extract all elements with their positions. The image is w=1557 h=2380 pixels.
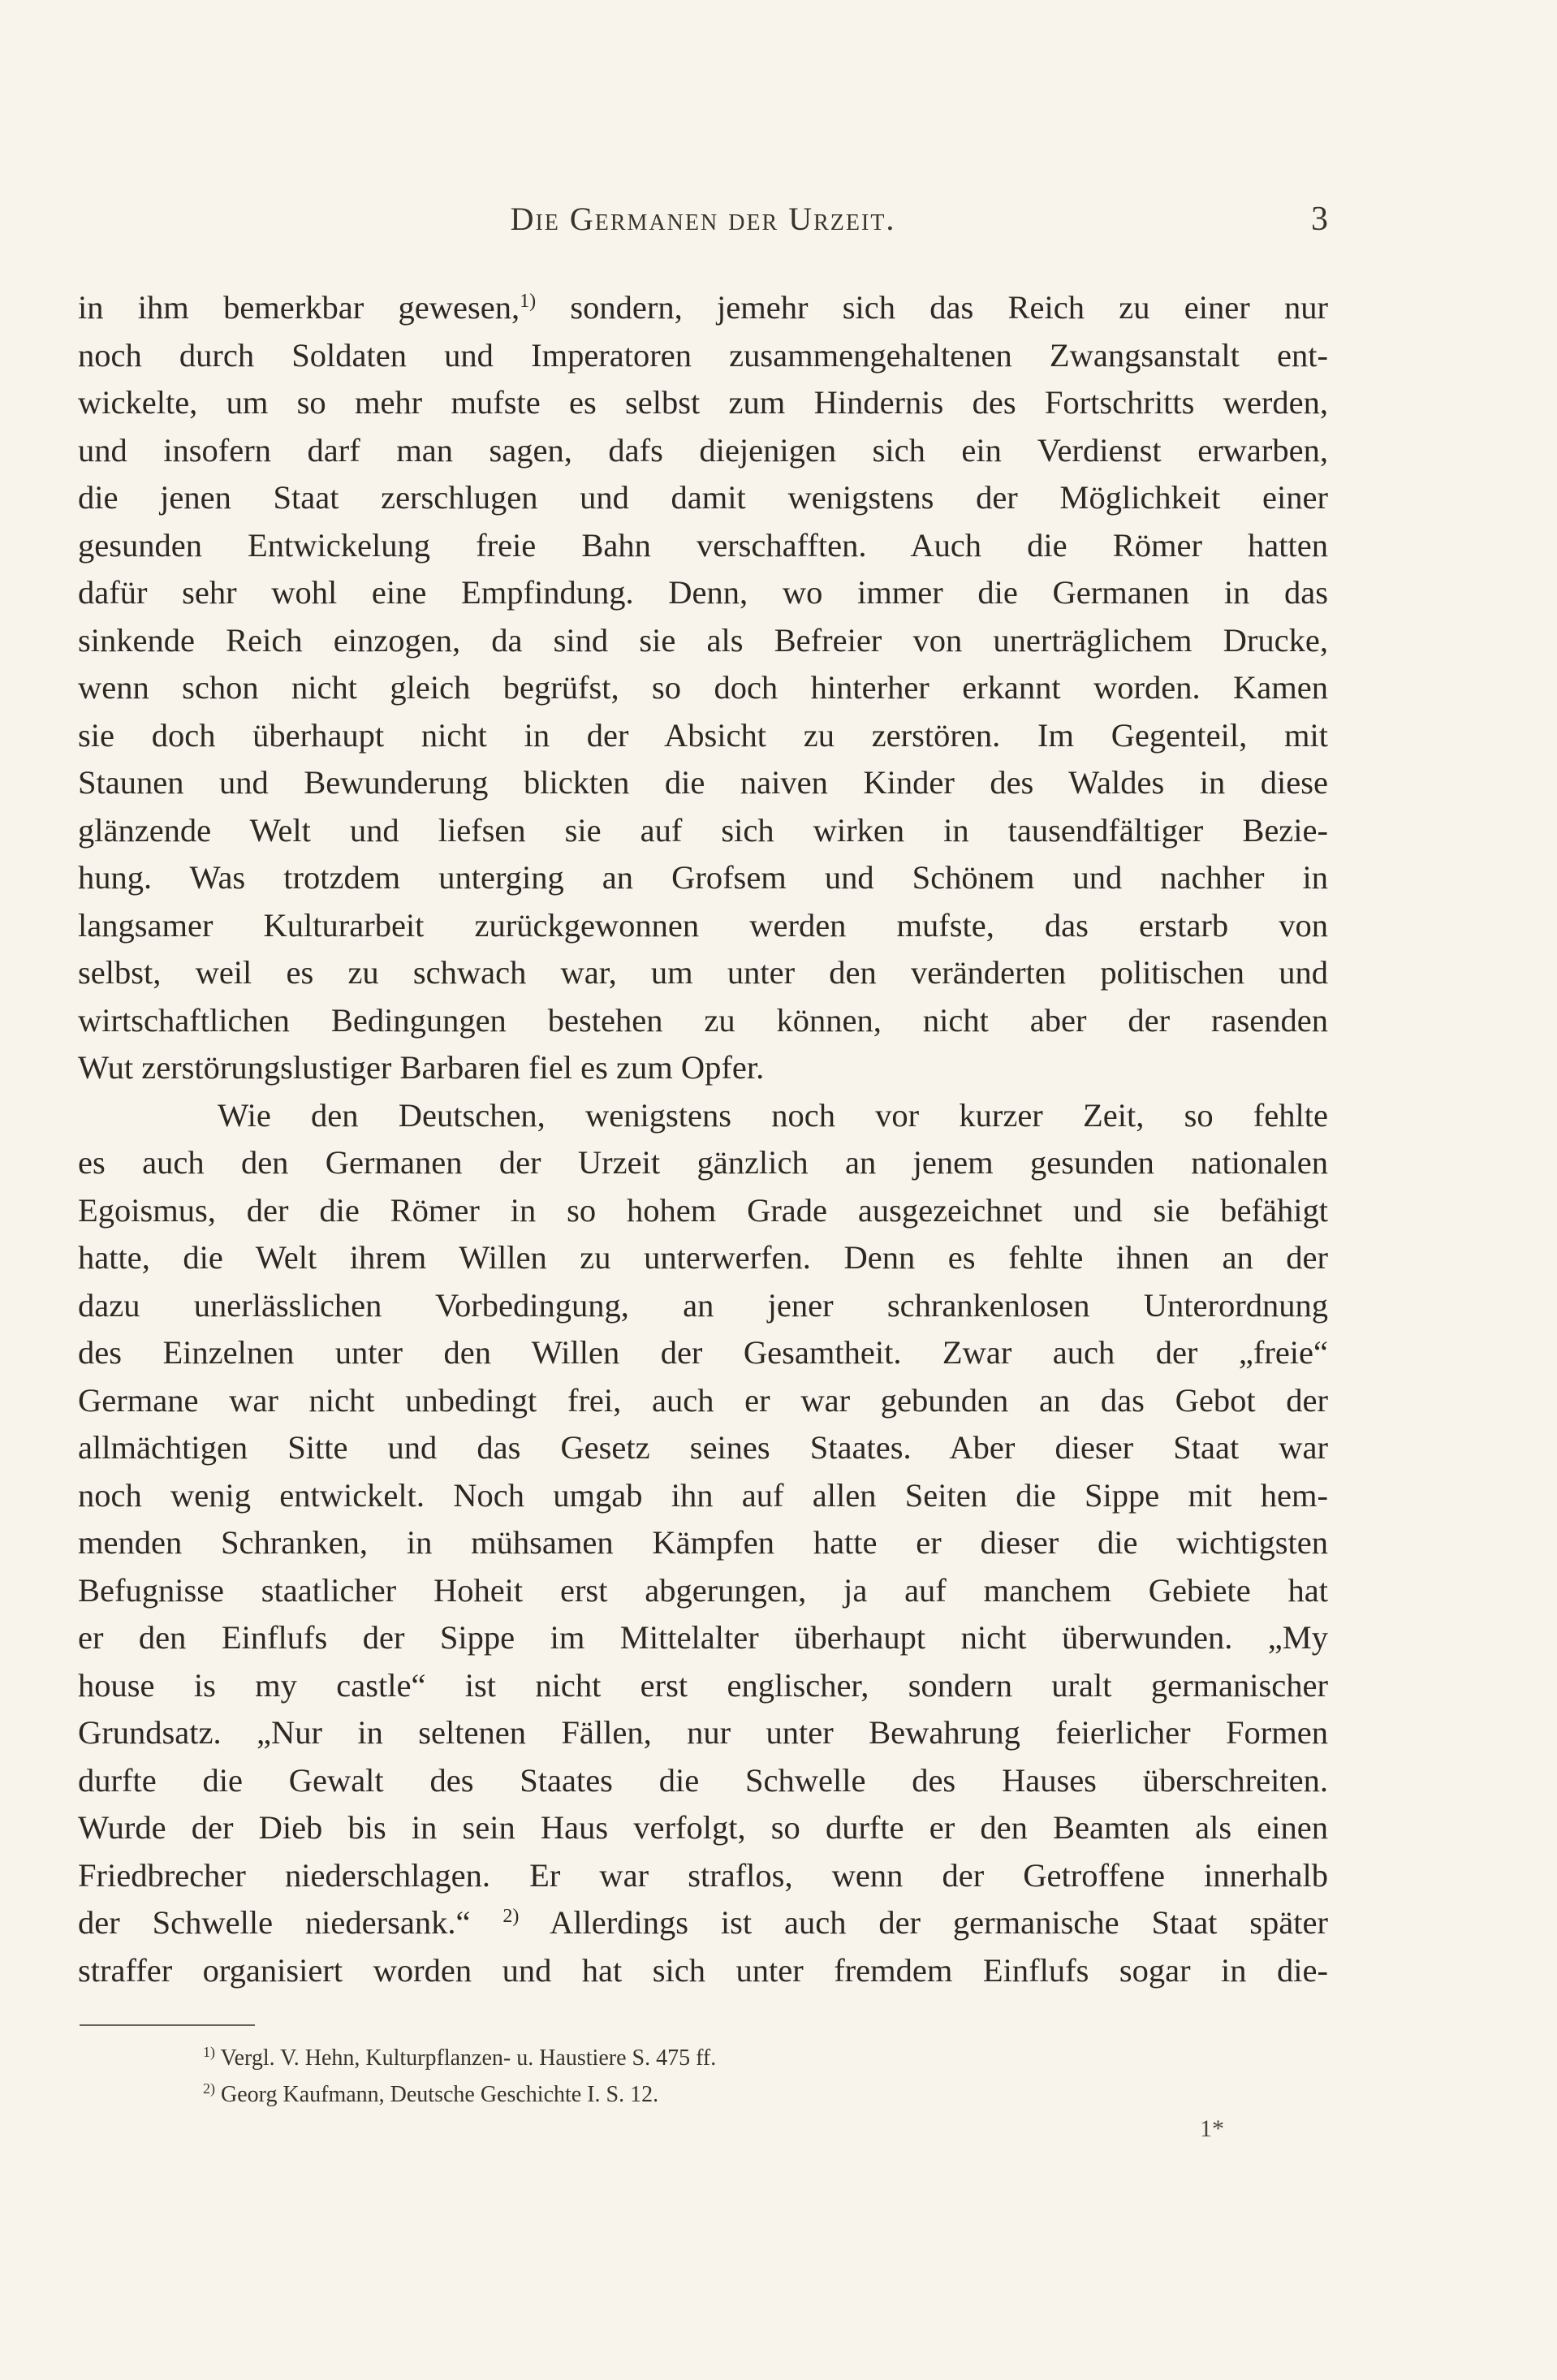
text-line: Friedbrecher niederschlagen. Er war straflos, wenn der Getroffene innerhalb xyxy=(78,1856,1328,1894)
text-line: noch wenig entwickelt. Noch umgab ihn auf allen Seiten die Sippe mit hem- xyxy=(78,1476,1328,1514)
text-line: langsamer Kulturarbeit zurückgewonnen werden mufste, das erstarb von xyxy=(78,906,1328,944)
footnote-ref: 2) xyxy=(502,1906,520,1927)
text-line: Befugnisse staatlicher Hoheit erst abgerungen, ja auf manchem Gebiete hat xyxy=(78,1571,1328,1609)
text-line: die jenen Staat zerschlugen und damit wenigstens der Möglichkeit einer xyxy=(78,479,1328,516)
text-line: dafür sehr wohl eine Empfindung. Denn, wo immer die Germanen in das xyxy=(78,574,1328,611)
text-line: Wurde der Dieb bis in sein Haus verfolgt, so durfte er den Beamten als einen xyxy=(78,1809,1328,1846)
text-line: sinkende Reich einzogen, da sind sie als Befreier von unerträglichem Drucke, xyxy=(78,621,1328,659)
footnote-marker: 1) xyxy=(203,2044,215,2060)
text-line: er den Einflufs der Sippe im Mittelalter überhaupt nicht überwunden. „My xyxy=(78,1619,1328,1656)
text-line: gesunden Entwickelung freie Bahn verschafften. Auch die Römer hatten xyxy=(78,526,1328,564)
text-line: in ihm bemerkbar gewesen,$^{1)}$ sondern, jemehr sich das Reich zu einer nur xyxy=(78,289,1328,326)
text-line: durfte die Gewalt des Staates die Schwelle des Hauses überschreiten. xyxy=(78,1761,1328,1799)
footnote-ref: 1) xyxy=(520,291,537,312)
text-line: straffer organisiert worden und hat sich unter fremdem Einflufs sogar in die- xyxy=(78,1951,1328,1989)
text-line: der Schwelle niedersank.“ $^{2)}$ Allerdings ist auch der germanische Staat später xyxy=(78,1904,1328,1941)
text-line: Staunen und Bewunderung blickten die naiven Kinder des Waldes in diese xyxy=(78,764,1328,801)
text-line: menden Schranken, in mühsamen Kämpfen hatte er dieser die wichtigsten xyxy=(78,1524,1328,1561)
text-line: hatte, die Welt ihrem Willen zu unterwerfen. Denn es fehlte ihnen an der xyxy=(78,1239,1328,1276)
text-line: wenn schon nicht gleich begrüfst, so doch hinterher erkannt worden. Kamen xyxy=(78,669,1328,706)
page-number: 3 xyxy=(1311,201,1328,238)
text-line: noch durch Soldaten und Imperatoren zusammengehaltenen Zwangsanstalt ent- xyxy=(78,336,1328,374)
footnote: $^{2)}$ Georg Kaufmann, Deutsche Geschichte I. S. 12. xyxy=(203,2080,659,2107)
body-text xyxy=(78,284,1328,1994)
text-line: es auch den Germanen der Urzeit gänzlich an jenem gesunden nationalen xyxy=(78,1144,1328,1181)
text-line: Egoismus, der die Römer in so hohem Grade ausgezeichnet und sie befähigt xyxy=(78,1191,1328,1229)
footnote-marker: 2) xyxy=(203,2080,215,2097)
footnotes xyxy=(203,2040,1258,2113)
text-line: house is my castle“ ist nicht erst englischer, sondern uralt germanischer xyxy=(78,1666,1328,1704)
text-line: Wie den Deutschen, wenigstens noch vor kurzer Zeit, so fehlte xyxy=(218,1096,1328,1134)
text-line: wirtschaftlichen Bedingungen bestehen zu können, nicht aber der rasenden xyxy=(78,1001,1328,1039)
text-line: hung. Was trotzdem unterging an Grofsem und Schönem und nachher in xyxy=(78,859,1328,896)
text-line: dazu unerlässlichen Vorbedingung, an jener schrankenlosen Unterordnung xyxy=(78,1286,1328,1324)
text-line: und insofern darf man sagen, dafs diejenigen sich ein Verdienst erwarben, xyxy=(78,431,1328,469)
text-line: Wut zerstörungslustiger Barbaren fiel es zum Opfer. xyxy=(78,1049,765,1086)
text-line: allmächtigen Sitte und das Gesetz seines Staates. Aber dieser Staat war xyxy=(78,1429,1328,1466)
text-line: Germane war nicht unbedingt frei, auch er war gebunden an das Gebot der xyxy=(78,1381,1328,1419)
page-header xyxy=(78,195,1328,244)
text-line: Grundsatz. „Nur in seltenen Fällen, nur unter Bewahrung feierlicher Formen xyxy=(78,1714,1328,1751)
footnote: $^{1)}$ Vergl. V. Hehn, Kulturpflanzen- u. Haustiere S. 475 ff. xyxy=(203,2044,717,2071)
text-line: glänzende Welt und liefsen sie auf sich wirken in tausendfältiger Bezie- xyxy=(78,811,1328,849)
text-line: sie doch überhaupt nicht in der Absicht zu zerstören. Im Gegenteil, mit xyxy=(78,716,1328,754)
text-line: selbst, weil es zu schwach war, um unter den veränderten politischen und xyxy=(78,954,1328,991)
text-line: wickelte, um so mehr mufste es selbst zum Hindernis des Fortschritts werden, xyxy=(78,384,1328,421)
running-title: Die Germanen der Urzeit. xyxy=(510,201,896,237)
text-line: des Einzelnen unter den Willen der Gesamtheit. Zwar auch der „freie“ xyxy=(78,1334,1328,1371)
signature-mark: 1* xyxy=(1200,2115,1224,2142)
footnote-rule xyxy=(80,2024,255,2026)
